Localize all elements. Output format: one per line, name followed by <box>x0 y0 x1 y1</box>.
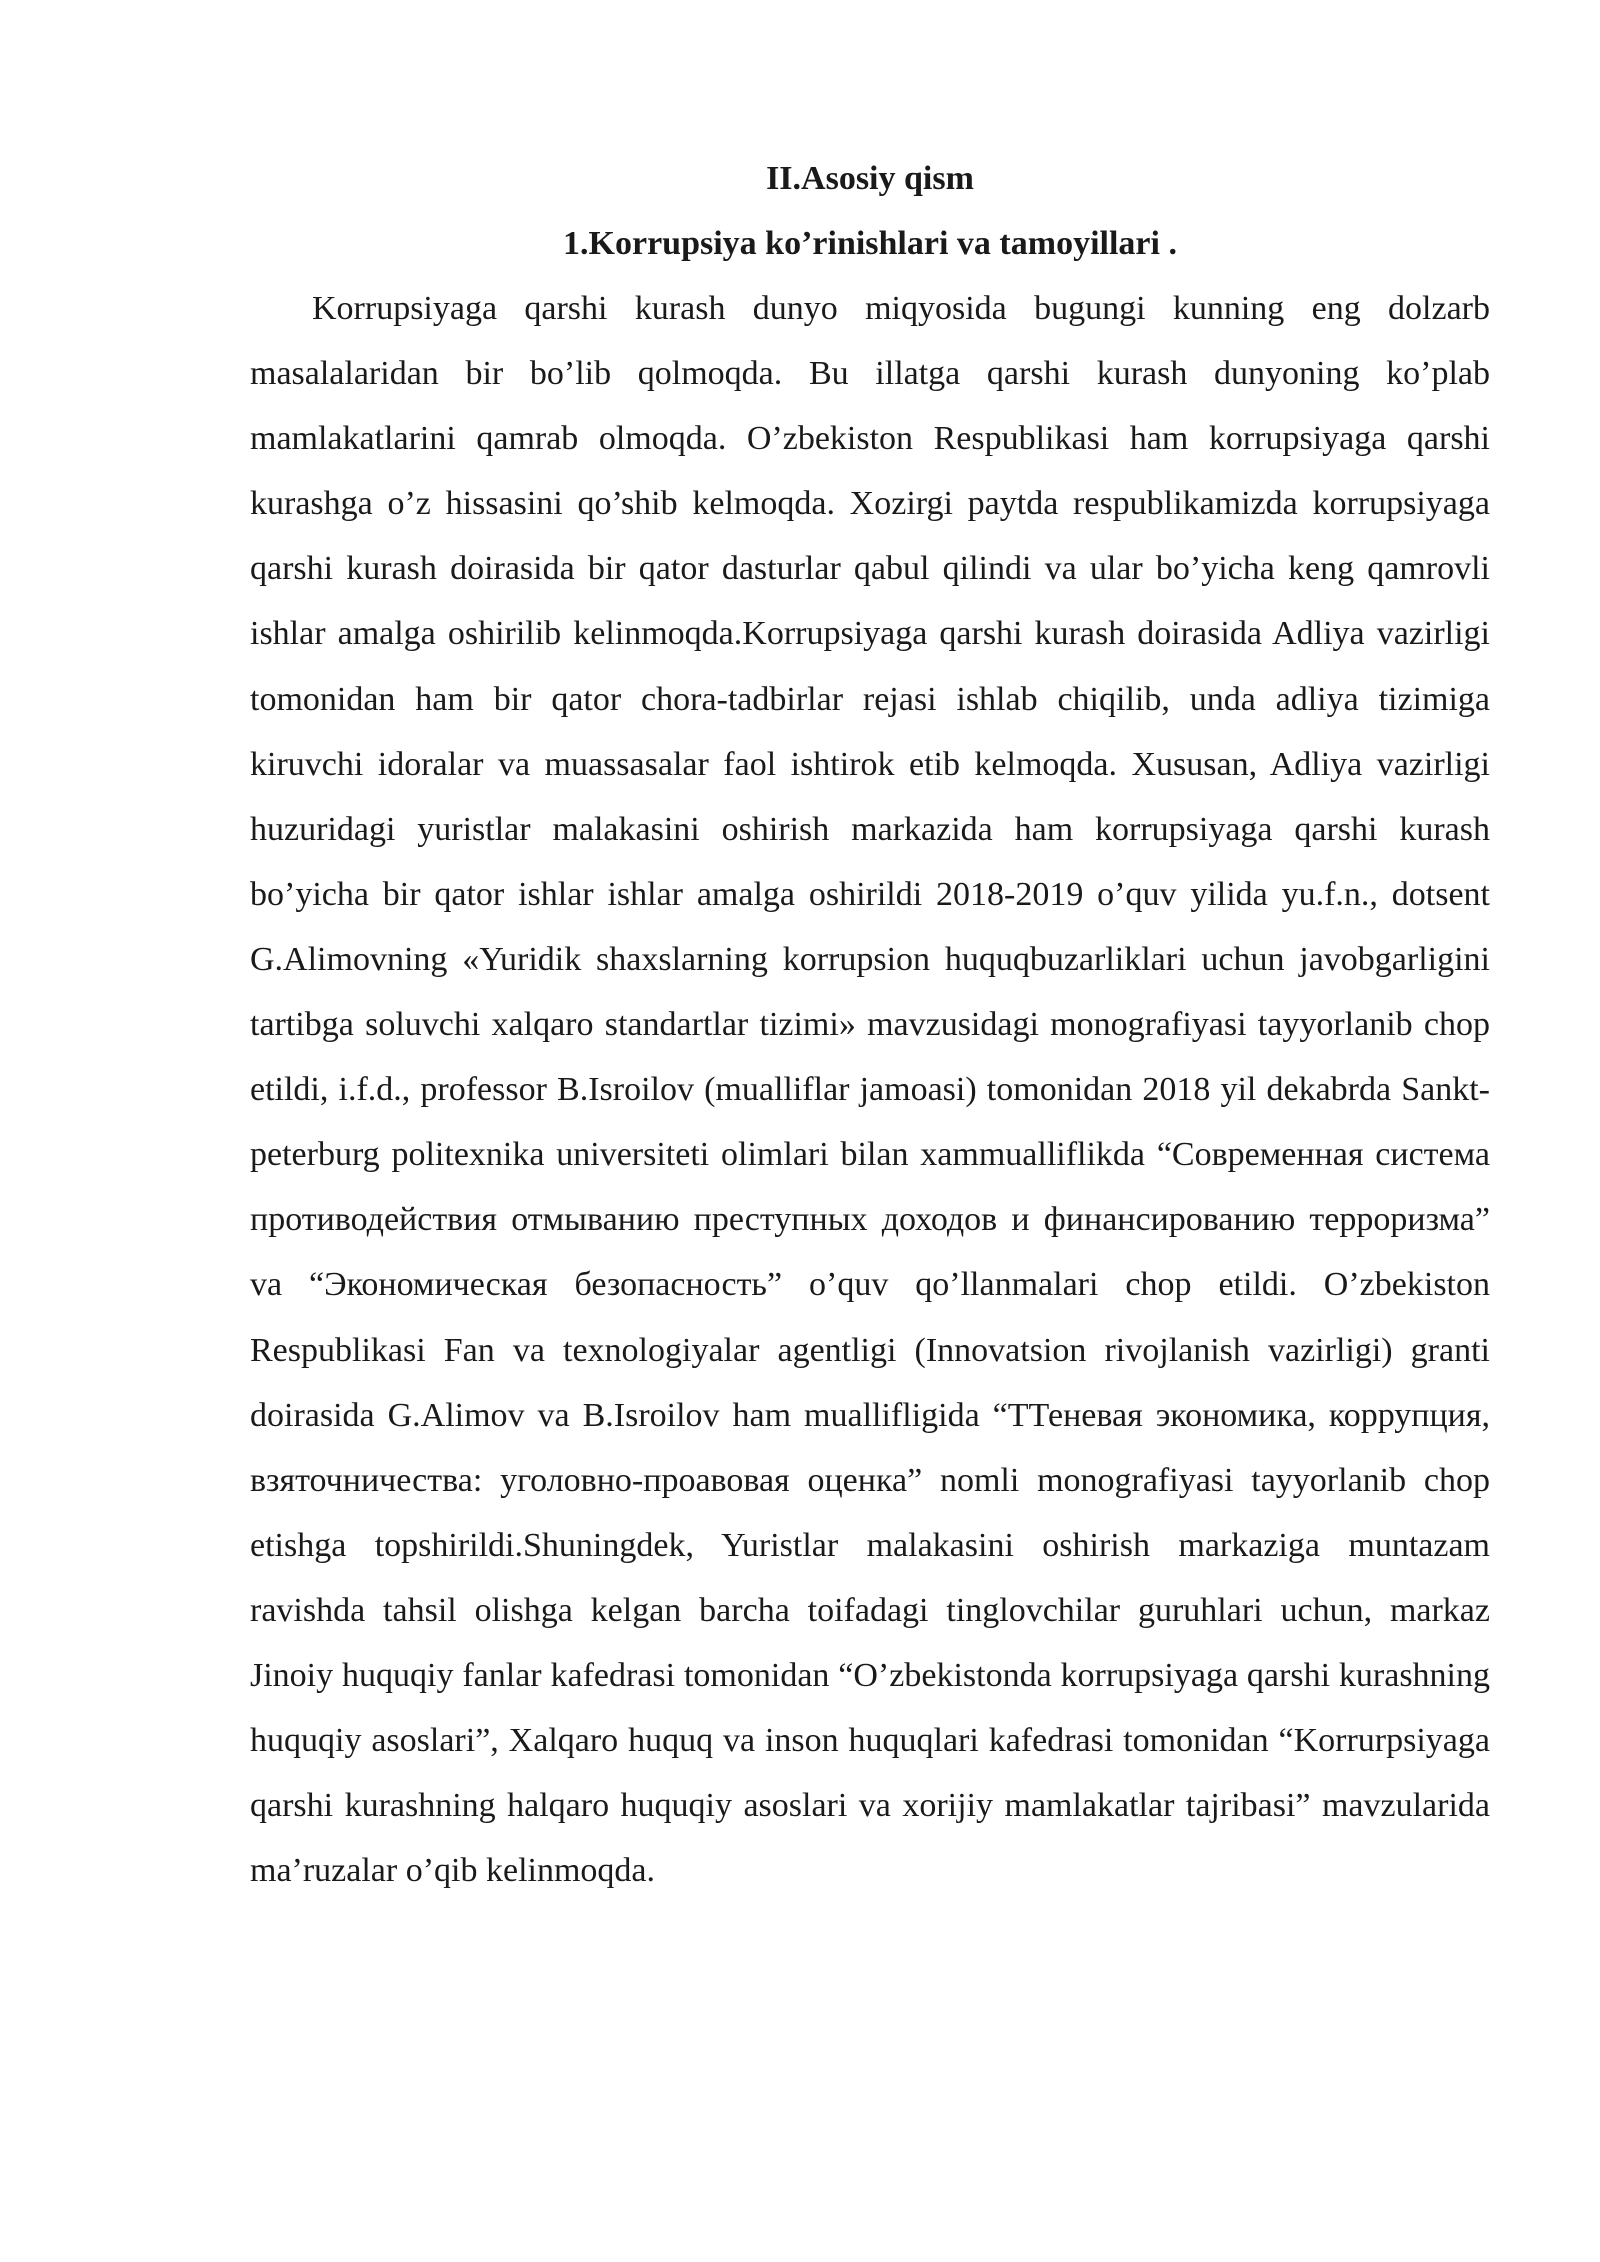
body-paragraph: Korrupsiyaga qarshi kurash dunyo miqyosida bugungi kunning eng dolzarb masalalaridan bir bo’lib qolmoqda. Bu illatga qarshi kurash dunyoning ko’plab mamlakatlarini qamrab olmoqda. O’zbekiston Respublikasi ham korrupsiyaga qarshi kurashga o’z hissasini qo’shib kelmoqda. Xozirgi paytda respublikamizda korrupsiyaga qarshi kurash doirasida bir qator dasturlar qabul qilindi va ular bo’yicha keng qamrovli ishlar amalga oshirilib kelinmoqda.Korrupsiyaga qarshi kurash doirasida Adliya vazirligi tomonidan ham bir qator chora-tadbirlar rejasi ishlab chiqilib, unda adliya tizimiga kiruvchi idoralar va muassasalar faol ishtirok etib kelmoqda. Xususan, Adliya vazirligi huzuridagi yuristlar malakasini oshirish markazida ham korrupsiyaga qarshi kurash bo’yicha bir qator ishlar ishlar amalga oshirildi 2018-2019 o’quv yilida yu.f.n., dotsent G.Alimovning «Yuridik shaxslarning korrupsion huquqbuzarliklari uchun javobgarligini tartibga soluvchi xalqaro standartlar tizimi» mavzusidagi monografiyasi tayyorlanib chop etildi, i.f.d., professor B.Isroilov (mualliflar jamoasi) tomonidan 2018 yil dekabrda Sankt-peterburg politexnika universiteti olimlari bilan xammualliflikda “Современная система противодействия отмыванию преступных доходов и финансированию терроризма” va “Экономическая безопасность” o’quv qo’llanmalari chop etildi. O’zbekiston Respublikasi Fan va texnologiyalar agentligi (Innovatsion rivojlanish vazirligi) granti doirasida G.Alimov va B.Isroilov ham muallifligida “ТТеневая экономика, коррупция, взяточничества: уголовно-проавовая оценка” nomli monografiyasi tayyorlanib chop etishga topshirildi.Shuningdek, Yuristlar malakasini oshirish markaziga muntazam ravishda tahsil olishga kelgan barcha toifadagi tinglovchilar guruhlari uchun, markaz Jinoiy huquqiy fanlar kafedrasi tomonidan “O’zbekistonda korrupsiyaga qarshi kurashning huquqiy asoslari”, Xalqaro huquq va inson huquqlari kafedrasi tomonidan “Korrurpsiyaga qarshi kurashning halqaro huquqiy asoslari va xorijiy mamlakatlar tajribasi” mavzularida ma’ruzalar o’qib kelinmoqda. <box>250 290 1490 1890</box>
document-content <box>250 146 1490 1903</box>
subsection-title: 1.Korrupsiya ko’rinishlari va tamoyillari . <box>563 225 1177 262</box>
section-title: II.Asosiy qism <box>766 160 974 197</box>
